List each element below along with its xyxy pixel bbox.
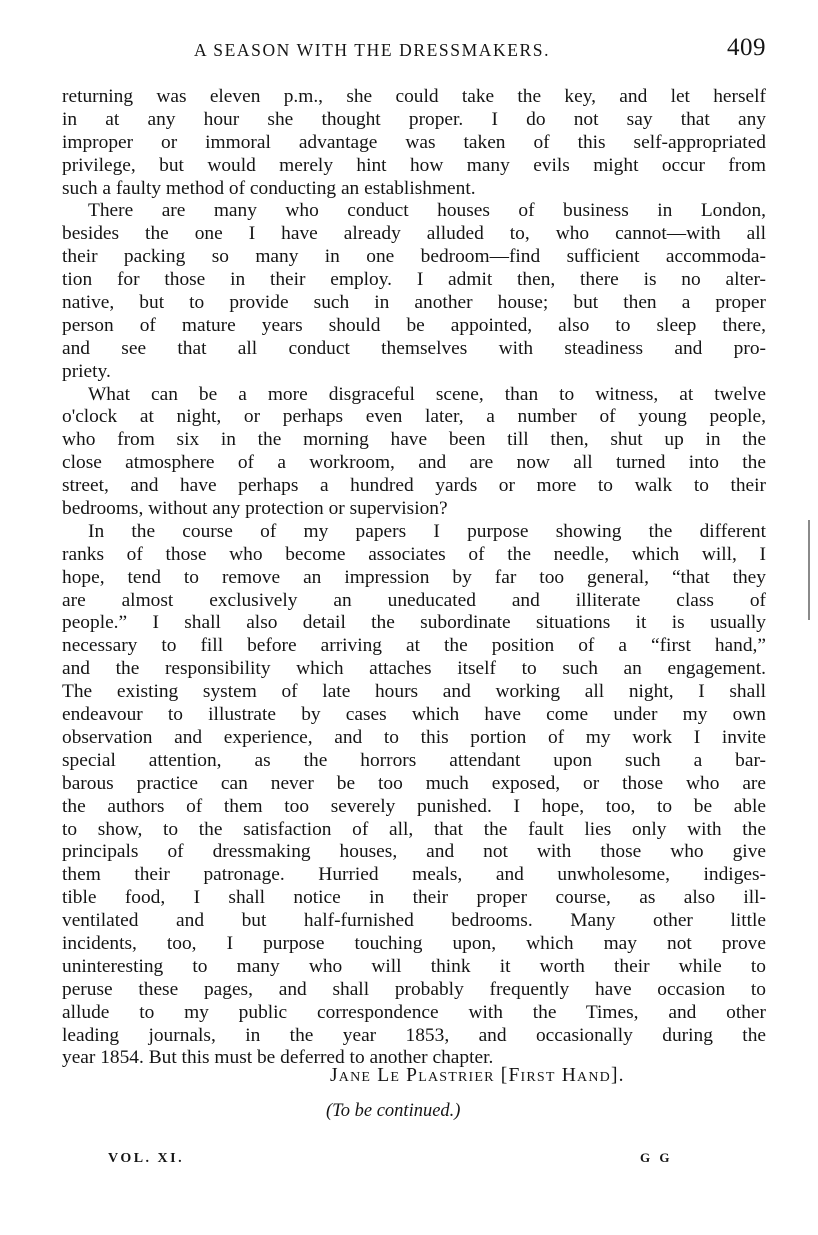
text-line: in at any hour she thought proper. I do not say that any [62,108,766,130]
text-line: In the course of my papers I purpose showing the different [88,520,766,542]
text-line: o'clock at night, or perhaps even later, a number of young people, [62,406,766,428]
text-line: improper or immoral advantage was taken of this self-appropriated [62,131,766,153]
author-signature: Jane Le Plastrier [First Hand]. [330,1065,625,1086]
text-line: The existing system of late hours and working all night, I shall [62,681,766,703]
text-line: uninteresting to many who will think it worth their while to [62,955,766,977]
text-line: bedrooms, without any protection or supervision? [62,498,448,520]
text-line: person of mature years should be appointed, also to sleep there, [62,314,766,336]
text-line: necessary to fill before arriving at the position of a “first hand,” [62,635,766,657]
footer-signature-mark: G G [640,1150,673,1165]
text-line: and see that all conduct themselves with steadiness and pro- [62,337,766,359]
text-line: ventilated and but half-furnished bedrooms. Many other little [62,910,766,932]
text-line: incidents, too, I purpose touching upon, which may not prove [62,932,766,954]
text-line: and the responsibility which attaches itself to such an engagement. [62,658,766,680]
text-line: native, but to provide such in another house; but then a proper [62,292,766,314]
text-line: hope, tend to remove an impression by far too general, “that they [62,566,766,588]
text-line: leading journals, in the year 1853, and occasionally during the [62,1024,766,1046]
text-line: them their patronage. Hurried meals, and unwholesome, indiges- [62,864,766,886]
text-line: endeavour to illustrate by cases which have come under my own [62,704,766,726]
text-line: who from six in the morning have been till then, shut up in the [62,429,766,451]
text-line: to show, to the satisfaction of all, that the fault lies only with the [62,818,766,840]
text-line: There are many who conduct houses of business in London, [88,200,766,222]
text-line: allude to my public correspondence with the Times, and other [62,1001,766,1023]
text-line: special attention, as the horrors attendant upon such a bar- [62,749,766,771]
text-line: such a faulty method of conducting an establishment. [62,177,476,199]
text-line: returning was eleven p.m., she could take the key, and let herself [62,86,766,107]
text-line: besides the one I have already alluded to, who cannot—with all [62,223,766,245]
footer-volume: VOL. XI. [108,1151,185,1166]
text-line: observation and experience, and to this portion of my work I invite [62,726,766,748]
text-line: year 1854. But this must be deferred to another chapter. [62,1047,494,1069]
page-number: 409 [727,34,766,61]
continued-note: (To be continued.) [326,1101,461,1121]
text-line: privilege, but would merely hint how many evils might occur from [62,154,766,176]
text-line: peruse these pages, and shall probably frequently have occasion to [62,978,766,1000]
text-line: people.” I shall also detail the subordinate situations it is usually [62,612,766,634]
text-line: are almost exclusively an uneducated and illiterate class of [62,589,766,611]
text-line: close atmosphere of a workroom, and are now all turned into the [62,452,766,474]
running-title: A SEASON WITH THE DRESSMAKERS. [194,40,551,60]
text-line: their packing so many in one bedroom—find sufficient accommoda- [62,246,766,268]
text-line: priety. [62,360,111,382]
running-header [62,34,766,64]
text-line: tion for those in their employ. I admit then, there is no alter- [62,269,766,291]
text-line: street, and have perhaps a hundred yards or more to walk to their [62,475,766,497]
text-line: the authors of them too severely punished. I hope, too, to be able [62,795,766,817]
page-edge-mark [808,520,810,620]
text-line: barous practice can never be too much exposed, or those who are [62,772,766,794]
text-line: ranks of those who become associates of the needle, which will, I [62,543,766,565]
text-line: tible food, I shall notice in their proper course, as also ill- [62,887,766,909]
article-body [62,86,766,1070]
text-line: principals of dressmaking houses, and not with those who give [62,841,766,863]
text-line: What can be a more disgraceful scene, than to witness, at twelve [88,383,766,405]
